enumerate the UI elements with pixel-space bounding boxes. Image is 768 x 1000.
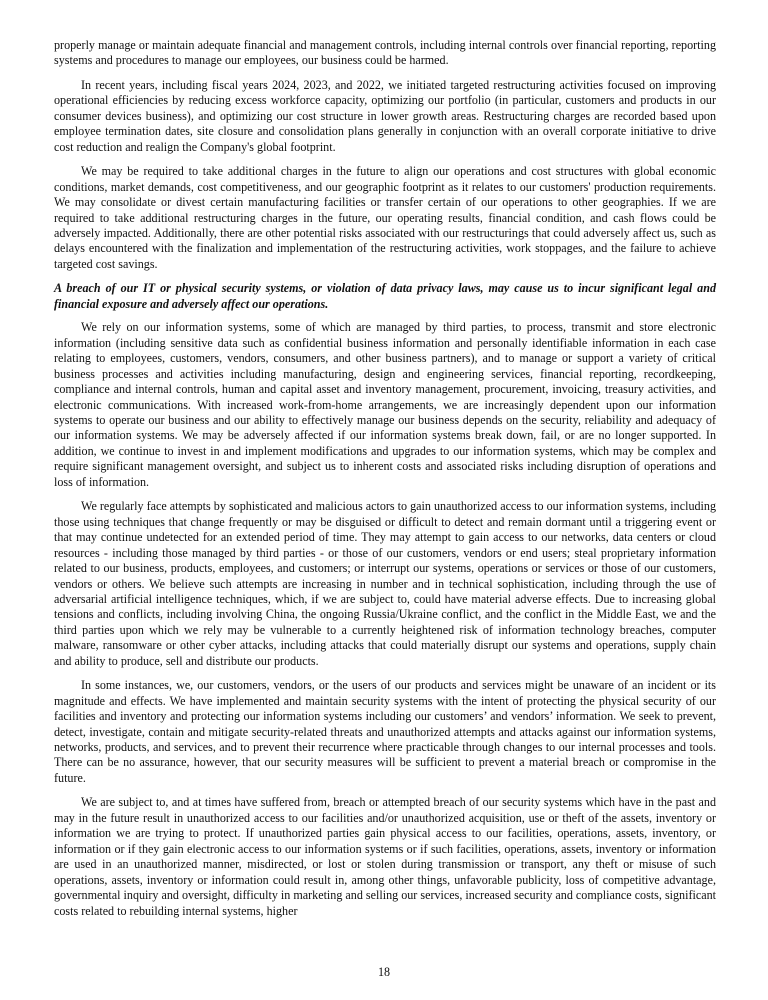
paragraph-restructuring: In recent years, including fiscal years 2024, 2023, and 2022, we initiated targeted restructuring activities focused on improving operational efficiencies by reducing excess workforce capacity, optimizing our portfolio (in particular, customers and products in our consumer devices business), and optimizing our cost structure in lower growth areas. Restructuring charges are recorded based upon employee termination dates, site closure and consolidation plans generally in conjunction with an overall corporate initiative to drive cost reduction and realign the Company's global footprint.: [54, 77, 716, 154]
paragraph-attacks: We regularly face attempts by sophisticated and malicious actors to gain unauthorized access to our information systems, including those using techniques that change frequently or may be disguised or difficult to detect and remain dormant until a triggering event or that may continue undetected for an extended period of time. They may attempt to gain access to our networks, data centers or cloud resources - including those managed by third parties - or those of our customers, vendors or end users; steal proprietary information related to our business, products, employees, and customers; or interrupt our systems, operations or services or those of our customers, vendors or others. We believe such attempts are increasing in number and in technical sophistication, including through the use of adversarial artificial intelligence techniques, which, if we are subject to, could have material adverse effects. Due to increasing global tensions and conflicts, including involving China, the ongoing Russia/Ukraine conflict, and the conflict in the Middle East, we and the third parties upon which we rely may be vulnerable to a currently heightened risk of information technology breaches, computer malware, ransomware or other cyber attacks, including attacks that could materially disrupt our systems and operations, supply chain and ability to produce, sell and distribute our products.: [54, 499, 716, 668]
paragraph-additional-charges: We may be required to take additional charges in the future to align our operations and cost structures with global economic conditions, market demands, cost competitiveness, and our geographic footprint as it relates to our customers' production requirements. We may consolidate or divest certain manufacturing facilities or transfer certain of our operations to other geographies. If we are required to take additional restructuring charges in the future, our operating results, financial condition, and cash flows could be adversely impacted. Additionally, there are other potential risks associated with our restructurings that could adversely affect us, such as delays encountered with the finalization and implementation of the restructuring activities, work stoppages, and the failure to achieve targeted cost savings.: [54, 164, 716, 271]
risk-factor-heading: A breach of our IT or physical security systems, or violation of data privacy laws, may cause us to incur significant legal and financial exposure and adversely affect our operations.: [54, 281, 716, 311]
document-page: [54, 38, 716, 928]
paragraph-continuation: properly manage or maintain adequate financial and management controls, including internal controls over financial reporting, reporting systems and procedures to manage our employees, our business could be harmed.: [54, 38, 716, 68]
paragraph-breach: We are subject to, and at times have suffered from, breach or attempted breach of our security systems which have in the past and may in the future result in unauthorized access to our facilities and/or unauthorized acquisition, use or theft of the assets, inventory or information we are trying to protect. If unauthorized parties gain physical access to our facilities, operations, assets, inventory, or information or if they gain electronic access to our information systems or if such facilities, operations, assets, inventory or information are used in an unauthorized manner, misdirected, or lost or stolen during transmission or transport, any theft or misuse of such operations, assets, inventory or information could result in, among other things, unfavorable publicity, loss of competitive advantage, governmental inquiry and oversight, difficulty in marketing and selling our services, increased security and compliance costs, significant costs related to rebuilding internal systems, higher: [54, 795, 716, 918]
paragraph-information-systems: We rely on our information systems, some of which are managed by third parties, to process, transmit and store electronic information (including sensitive data such as confidential business information and personally identifiable information in each case relating to employees, customers, vendors, consumers, and other business partners), and to manage or support a variety of critical business processes and activities including manufacturing, design and engineering services, financial reporting, recordkeeping, compliance and internal controls, human and capital asset and inventory management, procurement, invoicing, treasury activities, and electronic communications. With increased work-from-home arrangements, we are increasingly dependent upon our information systems to operate our business and our ability to effectively manage our business depends on the security, reliability and adequacy of our information systems. We may be adversely affected if our information systems break down, fail, or are no longer supported. In addition, we continue to invest in and implement modifications and upgrades to our information systems, which may be complex and require significant management oversight, and subject us to inherent costs and associated risks including disruption of operations and loss of information.: [54, 320, 716, 489]
paragraph-security-measures: In some instances, we, our customers, vendors, or the users of our products and services might be unaware of an incident or its magnitude and effects. We have implemented and maintain security systems with the intent of protecting the physical security of our facilities and inventory and protecting our information systems including our customers’ and vendors’ information. We seek to prevent, detect, investigate, contain and mitigate security-related threats and unauthorized attempts and attacks against our information systems, networks, products, and services, and to prevent their recurrence where practicable through changes to our internal processes and tools. There can be no assurance, however, that our security measures will be sufficient to prevent a material breach or compromise in the future.: [54, 678, 716, 785]
page-number: 18: [377, 965, 391, 979]
